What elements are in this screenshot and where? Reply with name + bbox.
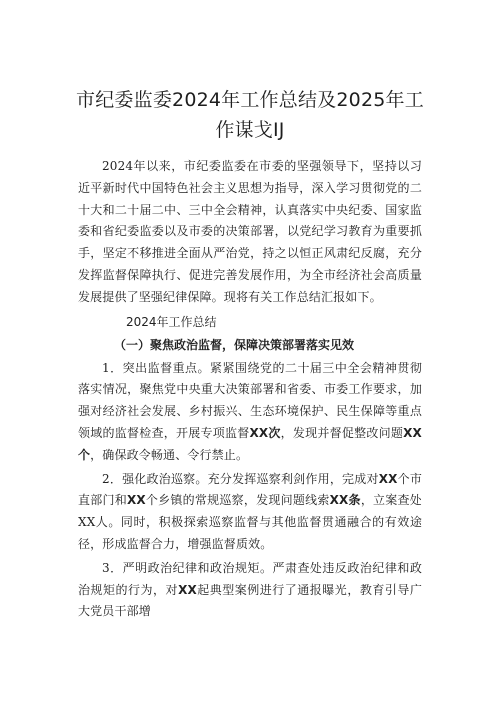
item-2-count-a: XX xyxy=(378,471,398,486)
item-1-text-a: 1．突出监督重点。紧紧围绕党的二十届三中全会精神贯彻落实情况，聚焦党中央重大决策部署和省委、市委工作要求，加强对经济社会发展、乡村振兴、生态环境保护、民生保障等重点领域的监督检查，开展专项监督 xyxy=(78,360,422,440)
document-title-line-2: 作谋戈IJ xyxy=(215,119,285,141)
document-title-line-1: 市纪委监委2024年工作总结及2025年工 xyxy=(76,89,424,111)
item-paragraph-3 xyxy=(78,558,422,623)
item-3-text-a: 3．严明政治纪律和政治规矩。严肃查处违反政治纪律和政治规矩的行为，对 xyxy=(78,560,422,597)
item-paragraph-2 xyxy=(78,469,422,556)
item-1-count-a: XX次 xyxy=(249,425,281,440)
item-2-text-a: 2．强化政治巡察。充分发挥巡察利剑作用，完成对 xyxy=(102,471,379,486)
item-2-text-c: 个乡镇的常规巡察，发现问题线索 xyxy=(145,493,330,508)
document-body xyxy=(78,156,422,623)
item-1-text-b: ，发现并督促整改问题 xyxy=(280,425,404,440)
item-2-count-c: XX条 xyxy=(329,493,361,508)
section-heading: 2024年工作总结 xyxy=(126,314,217,329)
item-2-count-b: XX xyxy=(127,493,146,508)
item-3-text-b: 起典型案例进行了通报曝光，教育引导广大党员干部增 xyxy=(78,582,423,619)
item-2-text-b: 个市直部门和 xyxy=(78,471,422,508)
item-3-count-a: XX xyxy=(178,582,197,597)
item-1-count-b: XX个 xyxy=(78,425,422,462)
item-2-text-d: ，立案查处XX人。同时，积极探索巡察监督与其他监督贯通融合的有效途径，形成监督合力，增强监督质效。 xyxy=(78,493,422,551)
intro-paragraph: 2024年以来，市纪委监委在市委的坚强领导下，坚持以习近平新时代中国特色社会主义思想为指导，深入学习贯彻党的二十大和二十届二中、三中全会精神，认真落实中央纪委、国家监委和省纪委监委以及市委的决策部署，以党纪学习教育为重要抓手，坚定不移推进全面从严治党，持之以恒正风肃纪反腐，充分发挥监督保障执行、促进完善发展作用，为全市经济社会高质量发展提供了坚强纪律保障。现将有关工作总结汇报如下。 xyxy=(78,159,422,304)
item-paragraph-1 xyxy=(78,358,422,467)
item-1-text-c: ，确保政令畅通、令行禁止。 xyxy=(90,447,249,462)
subsection-heading: （一）聚焦政治监督，保障决策部署落实见效 xyxy=(114,337,355,352)
